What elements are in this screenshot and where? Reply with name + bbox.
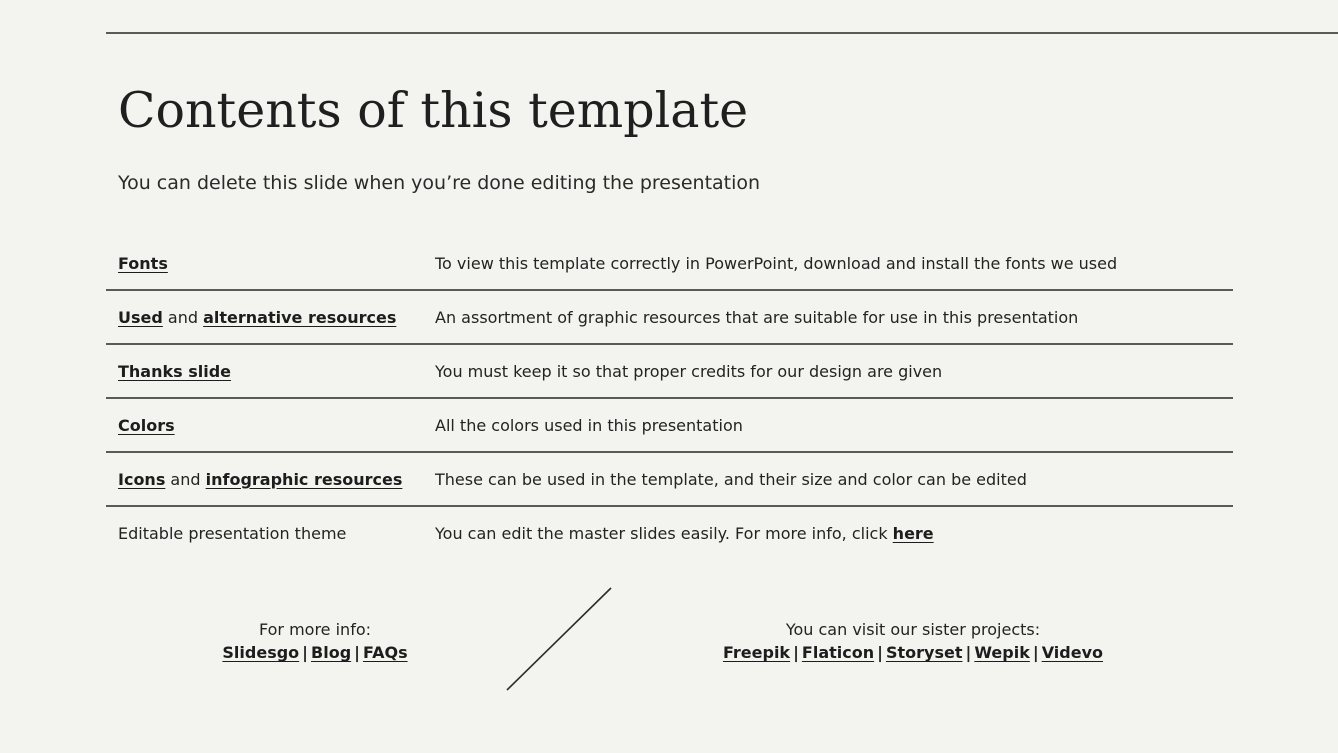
top-divider-line <box>106 32 1338 34</box>
row-label <box>106 308 435 327</box>
sister-projects-links <box>663 641 1163 664</box>
used-link[interactable]: Used <box>118 307 163 327</box>
alternative-resources-link[interactable]: alternative resources <box>203 307 397 327</box>
storyset-link[interactable]: Storyset <box>885 643 963 662</box>
sister-projects-heading: You can visit our sister projects: <box>785 620 1041 639</box>
row-description: An assortment of graphic resources that are suitable for use in this presentation <box>435 307 1079 327</box>
table-row-thanks <box>106 345 1233 399</box>
colors-link[interactable]: Colors <box>118 415 175 435</box>
faqs-link[interactable]: FAQs <box>362 643 408 662</box>
freepik-link[interactable]: Freepik <box>722 643 791 662</box>
separator: | <box>354 643 360 662</box>
wepik-link[interactable]: Wepik <box>974 643 1030 662</box>
more-info-heading: For more info: <box>258 620 371 639</box>
row-description <box>435 524 1233 543</box>
table-row-resources <box>106 291 1233 345</box>
table-row-colors <box>106 399 1233 453</box>
connector-text: and <box>165 469 206 489</box>
row-description: These can be used in the template, and their size and color can be edited <box>435 469 1027 489</box>
description-text: You can edit the master slides easily. For more info, click <box>435 523 893 543</box>
row-label <box>106 362 435 381</box>
row-label: Editable presentation theme <box>118 523 347 543</box>
thanks-slide-link[interactable]: Thanks slide <box>118 361 232 381</box>
row-label <box>106 416 435 435</box>
row-description: You must keep it so that proper credits for our design are given <box>435 361 943 381</box>
row-description: To view this template correctly in PowerPoint, download and install the fonts we used <box>435 253 1118 273</box>
slidesgo-link[interactable]: Slidesgo <box>222 643 300 662</box>
diagonal-divider-line <box>505 587 613 691</box>
separator: | <box>877 643 883 662</box>
table-row-fonts <box>106 237 1233 291</box>
infographic-resources-link[interactable]: infographic resources <box>205 469 403 489</box>
blog-link[interactable]: Blog <box>311 643 352 662</box>
row-label <box>106 254 435 273</box>
fonts-link[interactable]: Fonts <box>118 253 168 273</box>
connector-text: and <box>162 307 204 327</box>
more-info-links <box>165 641 465 664</box>
separator: | <box>965 643 972 662</box>
videvo-link[interactable]: Videvo <box>1041 643 1103 662</box>
slide-subtitle: You can delete this slide when you’re done editing the presentation <box>118 172 761 194</box>
contents-table <box>106 237 1233 559</box>
sister-projects-block <box>663 618 1163 664</box>
row-label <box>106 470 435 489</box>
here-link[interactable]: here <box>892 523 934 543</box>
flaticon-link[interactable]: Flaticon <box>801 643 875 662</box>
table-row-theme <box>106 507 1233 559</box>
separator: | <box>793 643 799 662</box>
more-info-block <box>165 618 465 664</box>
slide-title: Contents of this template <box>118 82 749 139</box>
row-description: All the colors used in this presentation <box>435 415 743 435</box>
table-row-icons <box>106 453 1233 507</box>
icons-link[interactable]: Icons <box>118 469 166 489</box>
separator: | <box>302 643 309 662</box>
separator: | <box>1032 643 1039 662</box>
